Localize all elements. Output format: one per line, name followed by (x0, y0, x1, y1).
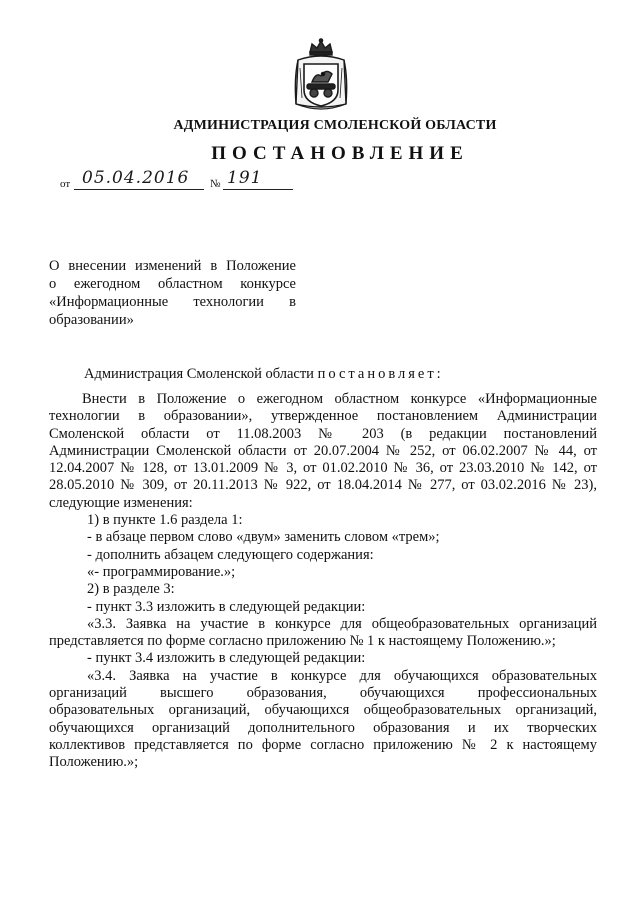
body-line: образовательных организаций, обучающихся общеобразовательных организаций, (49, 702, 597, 719)
list-item: «- программирование.»; (87, 563, 236, 580)
document-number: 191 (227, 168, 263, 188)
decree-statement (84, 366, 444, 383)
list-item: - пункт 3.3 изложить в следующей редакции: (87, 598, 366, 615)
body-line: Положению.»; (49, 754, 139, 771)
smolensk-coat-of-arms-icon (290, 38, 352, 112)
list-item: 2) в разделе 3: (87, 581, 175, 598)
document-subject (49, 257, 296, 329)
body-line: «3.3. Заявка на участие в конкурсе для общеобразовательных организаций (87, 615, 597, 632)
agency-name: АДМИНИСТРАЦИЯ СМОЛЕНСКОЙ ОБЛАСТИ (173, 118, 497, 133)
document-date: 05.04.2016 (82, 168, 190, 188)
body-line: представляется по форме согласно приложению № 1 к настоящему Положению.»; (49, 633, 556, 650)
body-line: организаций высшего образования, обучающихся профессиональных (49, 685, 597, 702)
body-line: Внести в Положение о ежегодном областном конкурсе «Информационные (82, 391, 597, 407)
subject-line: О внесении изменений в Положение (49, 258, 296, 274)
list-item: - в абзаце первом слово «двум» заменить словом «трем»; (87, 529, 440, 546)
list-item: 1) в пункте 1.6 раздела 1: (87, 512, 243, 529)
body-line: Администрации Смоленской области от 20.07.2004 № 252, от 06.02.2007 № 44, от (49, 442, 597, 459)
date-underline (74, 189, 204, 190)
body-line: Смоленской области от 11.08.2003 № 203 (в редакции постановлений (49, 425, 597, 442)
body-line: 28.05.2010 № 309, от 20.11.2013 № 922, от 18.04.2014 № 277, от 03.02.2016 № 23), (49, 477, 597, 494)
body-line: «3.4. Заявка на участие в конкурсе для обучающихся образовательных (87, 667, 597, 684)
body-line: технологии в образовании», утвержденное постановлением Администрации (49, 408, 597, 425)
list-item: - дополнить абзацем следующего содержания: (87, 546, 374, 563)
document-type-title: ПОСТАНОВЛЕНИЕ (211, 143, 469, 164)
body-line: коллективов представляется по форме согласно приложению № 2 к настоящему (49, 736, 597, 753)
body-line: обучающихся организаций дополнительного образования и их творческих (49, 719, 597, 736)
list-item: - пункт 3.4 изложить в следующей редакции: (87, 650, 366, 667)
subject-line: о ежегодном областном конкурсе (49, 276, 296, 292)
subject-line: «Информационные технологии в (49, 294, 296, 310)
subject-line: образовании» (49, 312, 134, 328)
number-prefix: № (210, 178, 221, 190)
decree-lead: Администрация Смоленской области (84, 366, 314, 382)
decree-verb: постановляет: (317, 366, 444, 382)
document-body (49, 391, 597, 772)
body-line: 12.04.2007 № 128, от 13.01.2009 № 3, от 01.02.2010 № 36, от 23.03.2010 № 142, от (49, 460, 597, 477)
body-line: следующие изменения: (49, 494, 193, 511)
date-prefix: от (60, 178, 71, 190)
number-underline (223, 189, 293, 190)
